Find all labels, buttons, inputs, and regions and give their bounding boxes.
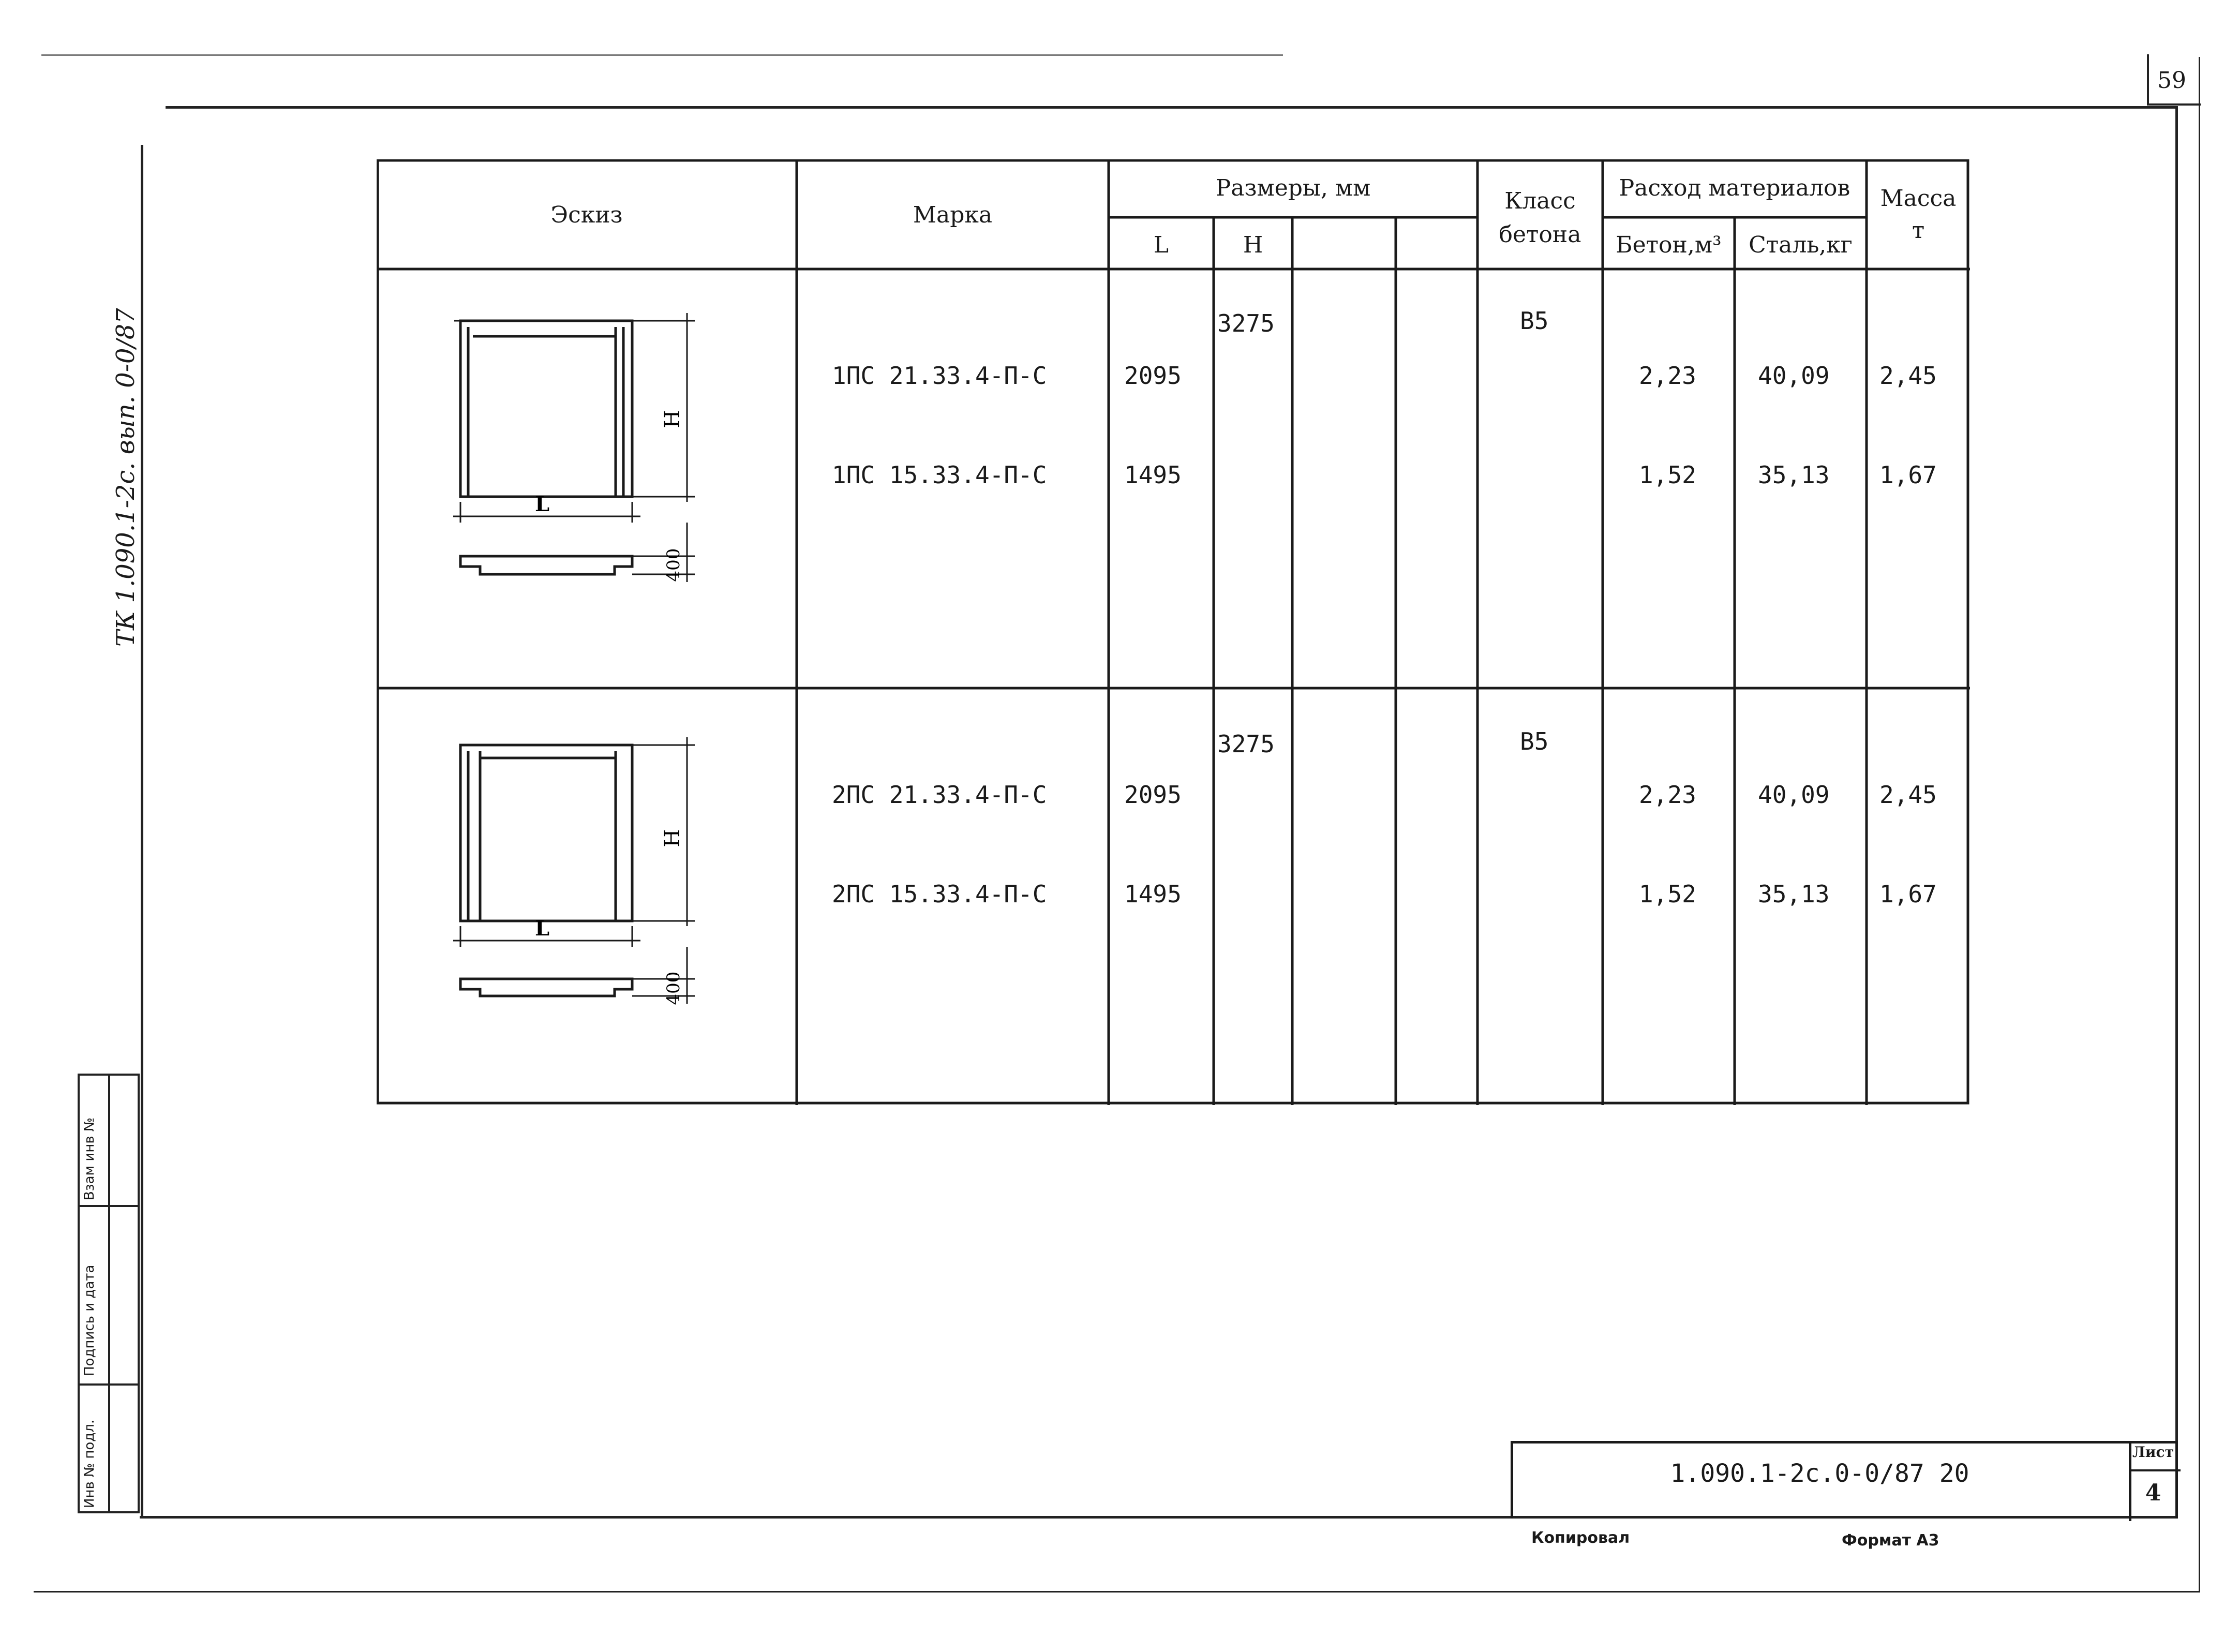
title-sheet-number: 4 <box>2145 1480 2161 1506</box>
header-steel: Сталь,кг <box>1749 232 1853 258</box>
mass-cell: 2,45 1,67 <box>1879 362 1937 489</box>
L-cell: 2095 1495 <box>1124 781 1182 908</box>
L-cell: 2095 1495 <box>1124 362 1182 489</box>
stamp-label-orig-inv: Инв № подл. <box>82 1419 97 1508</box>
sketch-label-H: H <box>661 829 684 847</box>
side-document-code: ТК 1.090.1-2с. вып. 0-0/87 <box>111 308 140 647</box>
panel-sketch <box>377 688 797 1105</box>
header-concrete-class-2: бетона <box>1499 221 1581 248</box>
steel-cell: 40,09 35,13 <box>1758 781 1830 908</box>
sketch-label-thickness: 400 <box>663 971 684 1005</box>
header-mass-1: Масса <box>1880 185 1957 212</box>
outer-bottom-line <box>34 1591 2199 1593</box>
header-mark: Марка <box>913 202 993 228</box>
stamp-label-signature-date: Подпись и дата <box>82 1264 97 1376</box>
stamp-label-replaced-inv: Взам инв № <box>82 1118 97 1200</box>
sketch-label-L: L <box>534 492 550 516</box>
sketch-label-thickness: 400 <box>663 548 684 582</box>
mass-cell: 2,45 1,67 <box>1879 781 1937 908</box>
mark-cell: 1ПС 21.33.4-П-С 1ПС 15.33.4-П-С <box>832 362 1047 489</box>
header-sketch: Эскиз <box>550 202 623 228</box>
top-scan-line <box>41 54 1283 56</box>
header-concrete-class-1: Класс <box>1504 188 1576 214</box>
title-sheet-label: Лист <box>2132 1443 2174 1461</box>
sketch-label-L: L <box>534 916 550 941</box>
concrete-cell: 2,23 1,52 <box>1639 781 1696 908</box>
concrete-cell: 2,23 1,52 <box>1639 362 1696 489</box>
concrete-class-cell: В5 <box>1520 727 1549 755</box>
outer-right-line <box>2199 57 2200 1593</box>
footer-format: Формат А3 <box>1842 1531 1939 1550</box>
title-doc-code: 1.090.1-2с.0-0/87 20 <box>1670 1459 1969 1488</box>
frame-top-line <box>166 106 2178 109</box>
page-number: 59 <box>2157 67 2186 94</box>
frame-right-line <box>2175 106 2178 1519</box>
header-concrete-volume: Бетон,м³ <box>1616 232 1722 258</box>
frame-left-line <box>141 145 143 1519</box>
header-materials: Расход материалов <box>1619 175 1850 201</box>
specification-table <box>377 159 1970 1105</box>
sketch-label-H: H <box>661 410 684 428</box>
panel-sketch <box>377 269 797 688</box>
mark-cell: 2ПС 21.33.4-П-С 2ПС 15.33.4-П-С <box>832 781 1047 908</box>
H-cell: 3275 <box>1217 309 1275 337</box>
steel-cell: 40,09 35,13 <box>1758 362 1830 489</box>
header-dim-L: L <box>1153 232 1169 258</box>
H-cell: 3275 <box>1217 730 1275 758</box>
header-dimensions: Размеры, мм <box>1215 175 1371 201</box>
concrete-class-cell: В5 <box>1520 307 1549 335</box>
header-dim-H: H <box>1243 232 1263 258</box>
footer-copied: Копировал <box>1531 1529 1630 1547</box>
header-mass-2: т <box>1912 217 1925 244</box>
